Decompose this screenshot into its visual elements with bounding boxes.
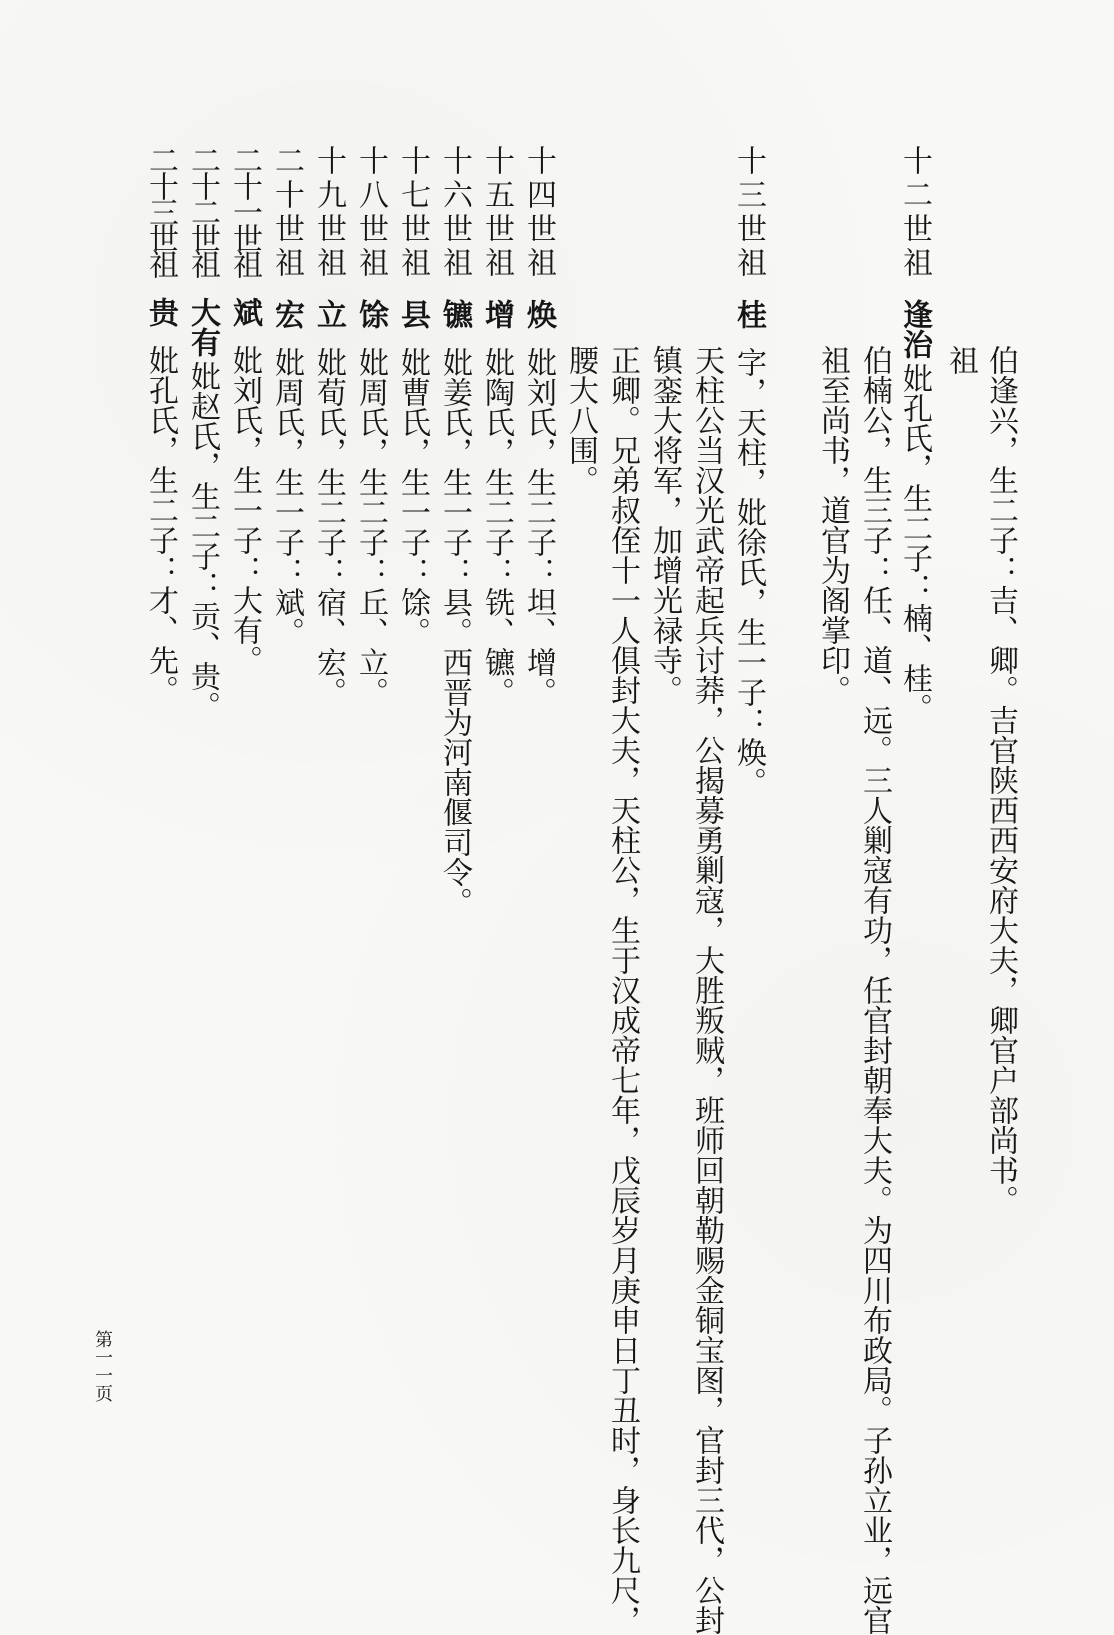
note-column	[647, 345, 681, 705]
entry-text: 妣刘氏，生二子：坦、增。	[521, 347, 556, 707]
generation-entry	[227, 145, 261, 675]
generation-entry	[311, 145, 345, 707]
entry-text: 妣孔氏，生二子：才、先。	[143, 345, 178, 705]
entry-text: 妣刘氏，生一子：大有。	[227, 345, 262, 675]
note-column	[943, 345, 977, 375]
ancestor-name: 馀	[353, 299, 388, 329]
generation-label: 十四世祖	[521, 145, 556, 281]
entry-text: 妣周氏，生二子：丘、立。	[353, 347, 388, 707]
ancestor-name: 增	[479, 299, 514, 329]
entry-text: 正卿。兄弟叔侄十一人俱封大夫，天柱公，生于汉成帝七年，戊辰岁月庚申日丁丑时，身长九尺，	[605, 345, 640, 1635]
entry-text: 妣曹氏，生一子：馀。	[395, 347, 430, 647]
ancestor-name: 宏	[269, 299, 304, 329]
ancestor-name: 桂	[731, 299, 766, 329]
generation-entry	[479, 145, 513, 707]
generation-entry	[143, 145, 177, 705]
ancestor-name: 镳	[437, 299, 472, 329]
entry-text: 祖至尚书，道官为阁掌印。	[815, 345, 850, 705]
generation-entry	[269, 145, 303, 647]
note-column	[983, 345, 1017, 1215]
entry-text: 腰大八围。	[563, 345, 598, 495]
generation-entry	[897, 145, 931, 723]
generation-entry	[395, 145, 429, 647]
entry-text: 伯楠公，生三子：任、道、远。三人剿寇有功，任官封朝奉大夫。为四川布政局。子孙立业，远官	[857, 345, 892, 1635]
ancestor-name: 逢治	[897, 299, 932, 359]
entry-text: 妣孔氏，生二子：楠、桂。	[897, 363, 932, 723]
ancestor-name: 斌	[227, 297, 262, 327]
entry-text: 字，天柱，妣徐氏，生一子：焕。	[731, 347, 766, 797]
generation-label: 二十世祖	[269, 145, 304, 281]
ancestor-name: 县	[395, 299, 430, 329]
generation-label: 十六世祖	[437, 145, 472, 281]
generation-label: 十三世祖	[731, 145, 766, 281]
generation-label: 十二世祖	[897, 145, 932, 281]
generation-label: 二十二世祖	[185, 145, 220, 275]
ancestor-name: 立	[311, 299, 346, 329]
entry-text: 祖	[943, 345, 978, 375]
generation-entry	[521, 145, 555, 707]
note-column	[815, 345, 849, 705]
generation-label: 十九世祖	[311, 145, 346, 281]
generation-entry	[731, 145, 765, 797]
generation-label: 十七世祖	[395, 145, 430, 281]
entry-text: 妣陶氏，生二子：铣、镳。	[479, 347, 514, 707]
generation-entry	[437, 145, 471, 917]
note-column	[689, 345, 723, 1635]
ancestor-name: 大有	[185, 297, 220, 357]
note-column	[857, 345, 891, 1635]
entry-text: 妣姜氏，生一子：县。西晋为河南偃司令。	[437, 347, 472, 917]
ancestor-name: 贵	[143, 297, 178, 327]
ancestor-name: 焕	[521, 299, 556, 329]
note-column	[605, 345, 639, 1635]
generation-label: 二十三世祖	[143, 145, 178, 275]
note-column	[563, 345, 597, 495]
generation-label: 二十一世祖	[227, 145, 262, 275]
page-number: 第一一页	[92, 1330, 113, 1402]
generation-label: 十八世祖	[353, 145, 388, 281]
entry-text: 镇銮大将军，加增光禄寺。	[647, 345, 682, 705]
generation-label: 十五世祖	[479, 145, 514, 281]
generation-entry	[353, 145, 387, 707]
generation-entry	[185, 145, 219, 721]
entry-text: 妣周氏，生一子：斌。	[269, 347, 304, 647]
entry-text: 妣赵氏，生二子：贡、贵。	[185, 361, 220, 721]
entry-text: 伯逢兴，生二子：吉、卿。吉官陕西西安府大夫，卿官户部尚书。	[983, 345, 1018, 1215]
entry-text: 妣荀氏，生二子：宿、宏。	[311, 347, 346, 707]
entry-text: 天柱公当汉光武帝起兵讨莽，公揭募勇剿寇，大胜叛贼，班师回朝勒赐金铜宝图，官封三代，公封	[689, 345, 724, 1635]
